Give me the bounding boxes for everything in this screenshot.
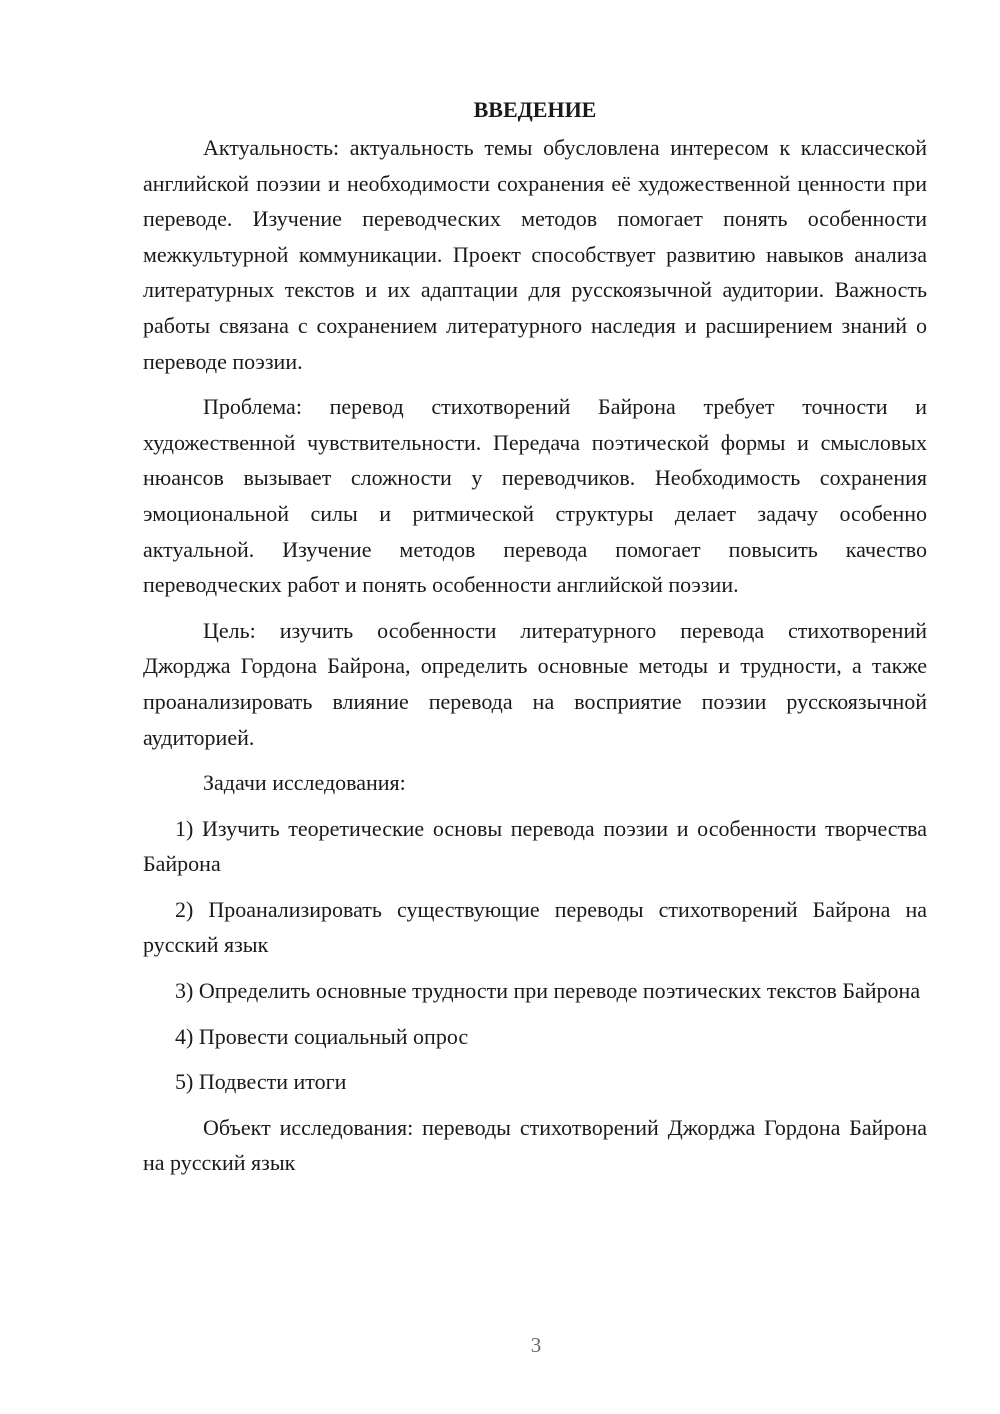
paragraph-relevance: Актуальность: актуальность темы обусловлена интересом к классической английской поэзии и необходимости сохранения её художественной ценности при переводе. Изучение переводческих методов помогает понять особенности межкультурной коммуникации. Проект способствует развитию навыков анализа литературных текстов и их адаптации для русскоязычной аудитории. Важность работы связана с сохранением литературного наследия и расширением знаний о переводе поэзии. xyxy=(143,135,927,374)
task-item-5: 5) Подвести итоги xyxy=(175,1069,347,1095)
paragraph-object: Объект исследования: переводы стихотворений Джорджа Гордона Байрона на русский язык xyxy=(143,1114,927,1176)
paragraph-problem: Проблема: перевод стихотворений Байрона требует точности и художественной чувствительности. Передача поэтической формы и смысловых нюансов вызывает сложности у переводчиков. Необходимость сохранения эмоциональной силы и ритмической структуры делает задачу особенно актуальной. Изучение методов перевода помогает повысить качество переводческих работ и понять особенности английской поэзии. xyxy=(143,394,927,598)
paragraph-goal: Цель: изучить особенности литературного перевода стихотворений Джорджа Гордона Байрона, определить основные методы и трудности, а также проанализировать влияние перевода на восприятие поэзии русскоязычной аудиторией. xyxy=(143,617,927,750)
task-item-2: 2) Проанализировать существующие переводы стихотворений Байрона на русский язык xyxy=(143,896,927,958)
task-item-1: 1) Изучить теоретические основы перевода поэзии и особенности творчества Байрона xyxy=(143,815,927,877)
task-item-4: 4) Провести социальный опрос xyxy=(175,1023,469,1049)
page-number: 3 xyxy=(530,1333,542,1357)
tasks-title: Задачи исследования: xyxy=(203,770,406,796)
document-page xyxy=(143,92,927,1191)
task-item-3: 3) Определить основные трудности при переводе поэтических текстов Байрона xyxy=(175,978,921,1004)
section-heading: ВВЕДЕНИЕ xyxy=(473,97,597,122)
